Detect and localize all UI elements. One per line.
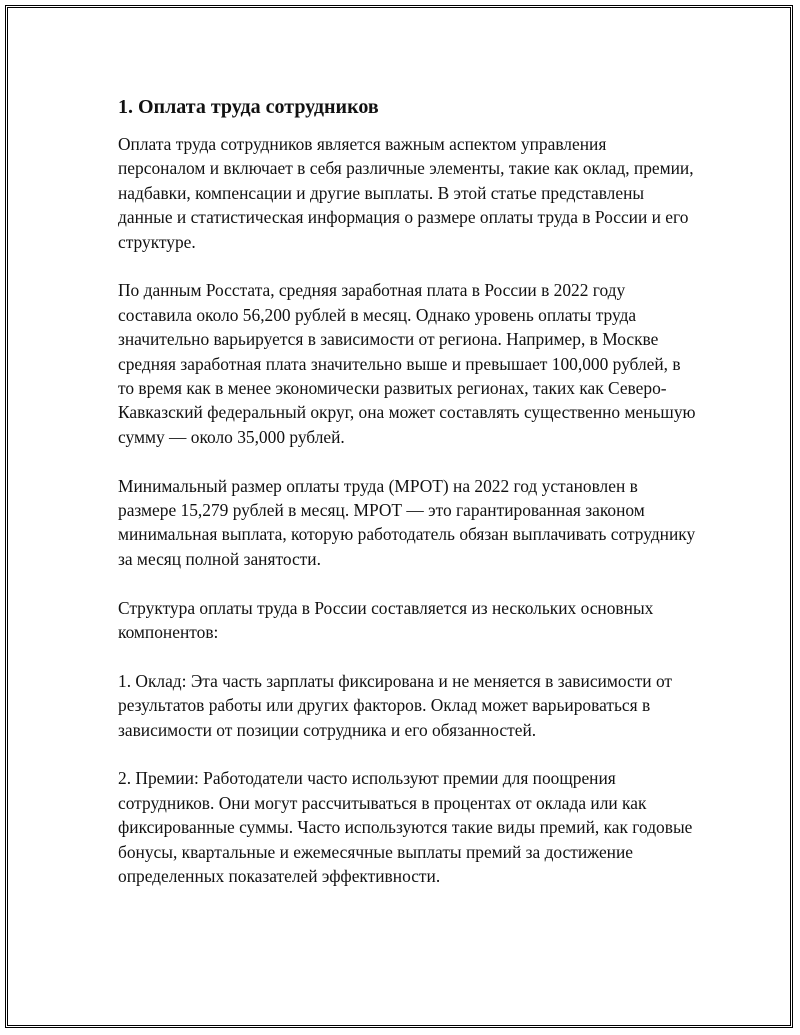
document-body: [118, 94, 698, 913]
paragraph-bonus-component: 2. Премии: Работодатели часто используют премии для поощрения сотрудников. Они могут рассчитываться в процентах от оклада или как фиксированные суммы. Часто используются такие виды премий, как годовые бонусы, квартальные и ежемесячные выплаты премий за достижение определенных показателей эффективности.: [118, 768, 693, 887]
paragraph-salary-component: 1. Оклад: Эта часть зарплаты фиксирована и не меняется в зависимости от результатов работы или других факторов. Оклад может варьироваться в зависимости от позиции сотрудника и его обязанностей.: [118, 670, 673, 740]
paragraph-minimum-wage: Минимальный размер оплаты труда (МРОТ) на 2022 год установлен в размере 15,279 рублей в месяц. МРОТ — это гарантированная законом минимальная выплата, которую работодатель обязан выплачивать сотруднику за месяц полной занятости.: [118, 475, 696, 569]
paragraph-intro: Оплата труда сотрудников является важным аспектом управления персоналом и включает в себя различные элементы, такие как оклад, премии, надбавки, компенсации и другие выплаты. В этой статье представлены данные и статистическая информация о размере оплаты труда в России и его структуре.: [118, 134, 694, 252]
section-heading: 1. Оплата труда сотрудников: [118, 96, 379, 118]
paragraph-average-salary: По данным Росстата, средняя заработная плата в России в 2022 году составила около 56,200 рублей в месяц. Однако уровень оплаты труда значительно варьируется в зависимости от региона. Например, в Москве средняя заработная плата значительно выше и превышает 100,000 рублей, в то время как в менее экономически развитых регионах, таких как Северо-Кавказский федеральный округ, она может составлять существенно меньшую сумму — около 35,000 рублей.: [118, 280, 696, 447]
paragraph-structure-intro: Структура оплаты труда в России составляется из нескольких основных компонентов:: [118, 597, 654, 643]
